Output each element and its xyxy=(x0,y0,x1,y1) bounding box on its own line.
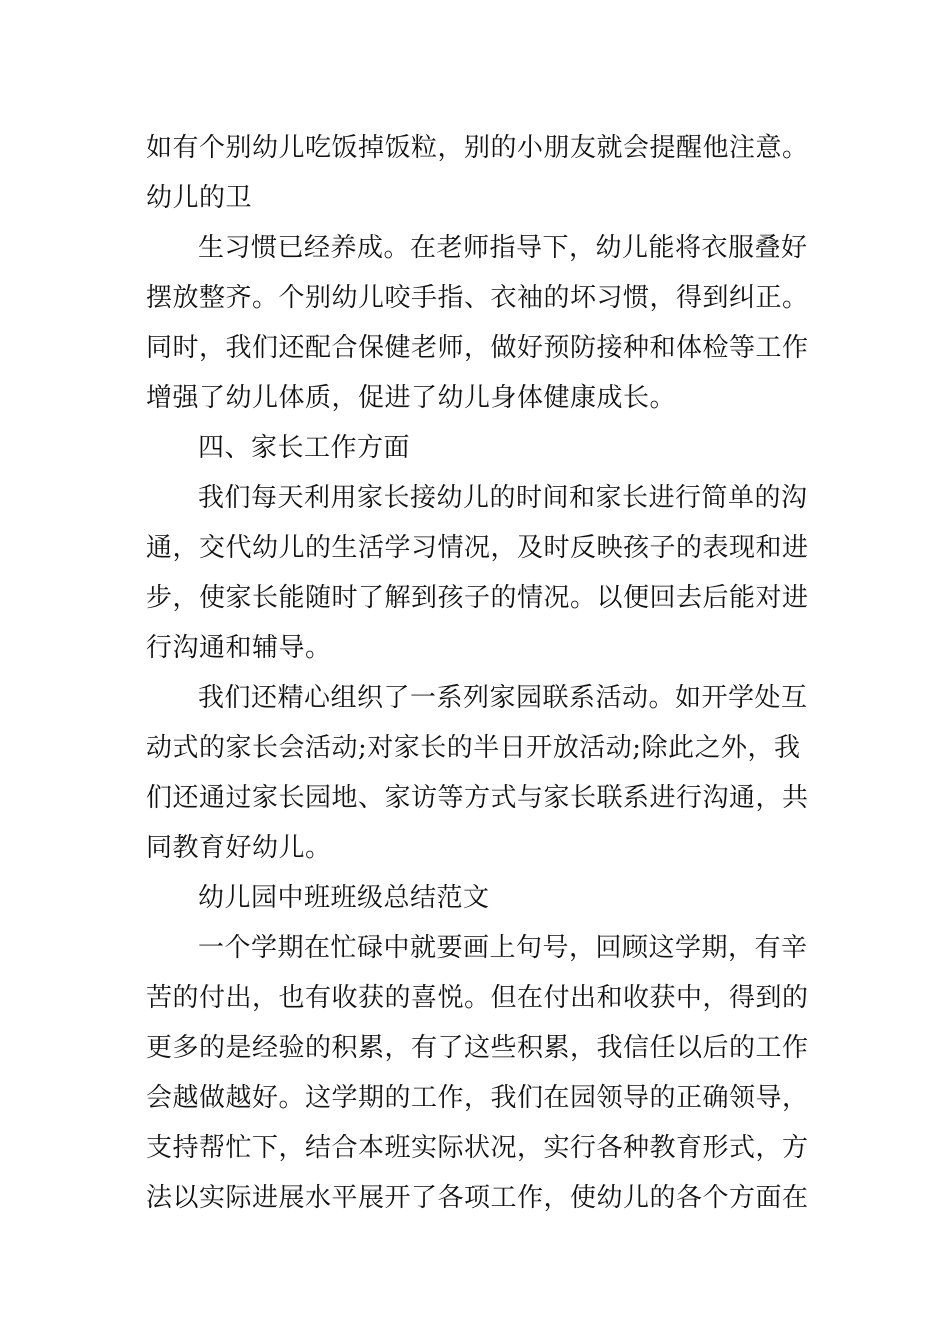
text-line: 通，交代幼儿的生活学习情况，及时反映孩子的表现和进 xyxy=(146,533,809,563)
text-line: 步，使家长能随时了解到孩子的情况。以便回去后能对进 xyxy=(146,583,809,613)
text-line: 们还通过家长园地、家访等方式与家长联系进行沟通，共 xyxy=(146,783,809,813)
text-line: 苦的付出，也有收获的喜悦。但在付出和收获中，得到的 xyxy=(146,983,809,1013)
text-line: 法以实际进展水平展开了各项工作，使幼儿的各个方面在 xyxy=(146,1183,809,1213)
text-line: 同教育好幼儿。 xyxy=(146,833,332,863)
paragraph-start-line: 一个学期在忙碌中就要画上句号，回顾这学期，有辛 xyxy=(198,933,808,963)
text-line: 更多的是经验的积累，有了这些积累，我信任以后的工作 xyxy=(146,1033,809,1063)
text-line: 行沟通和辅导。 xyxy=(146,633,332,663)
text-line: 摆放整齐。个别幼儿咬手指、衣袖的坏习惯，得到纠正。 xyxy=(146,283,809,313)
paragraph-start-line: 生习惯已经养成。在老师指导下，幼儿能将衣服叠好 xyxy=(198,233,808,263)
text-line: 增强了幼儿体质，促进了幼儿身体健康成长。 xyxy=(146,383,677,413)
text-line: 支持帮忙下，结合本班实际状况，实行各种教育形式，方 xyxy=(146,1133,809,1163)
paragraph-start-line: 我们还精心组织了一系列家园联系活动。如开学处互 xyxy=(198,683,808,713)
text-line: 同时，我们还配合保健老师，做好预防接种和体检等工作 xyxy=(146,333,809,363)
paragraph-start-line: 我们每天利用家长接幼儿的时间和家长进行简单的沟 xyxy=(198,483,808,513)
text-line: 如有个别幼儿吃饭掉饭粒，别的小朋友就会提醒他注意。 xyxy=(146,133,809,163)
text-line: 幼儿的卫 xyxy=(146,183,253,213)
document-title: 幼儿园中班班级总结范文 xyxy=(198,883,490,913)
section-heading: 四、家长工作方面 xyxy=(198,433,411,463)
text-line: 会越做越好。这学期的工作，我们在园领导的正确领导， xyxy=(146,1083,809,1113)
text-line: 动式的家长会活动;对家长的半日开放活动;除此之外，我 xyxy=(146,733,801,763)
